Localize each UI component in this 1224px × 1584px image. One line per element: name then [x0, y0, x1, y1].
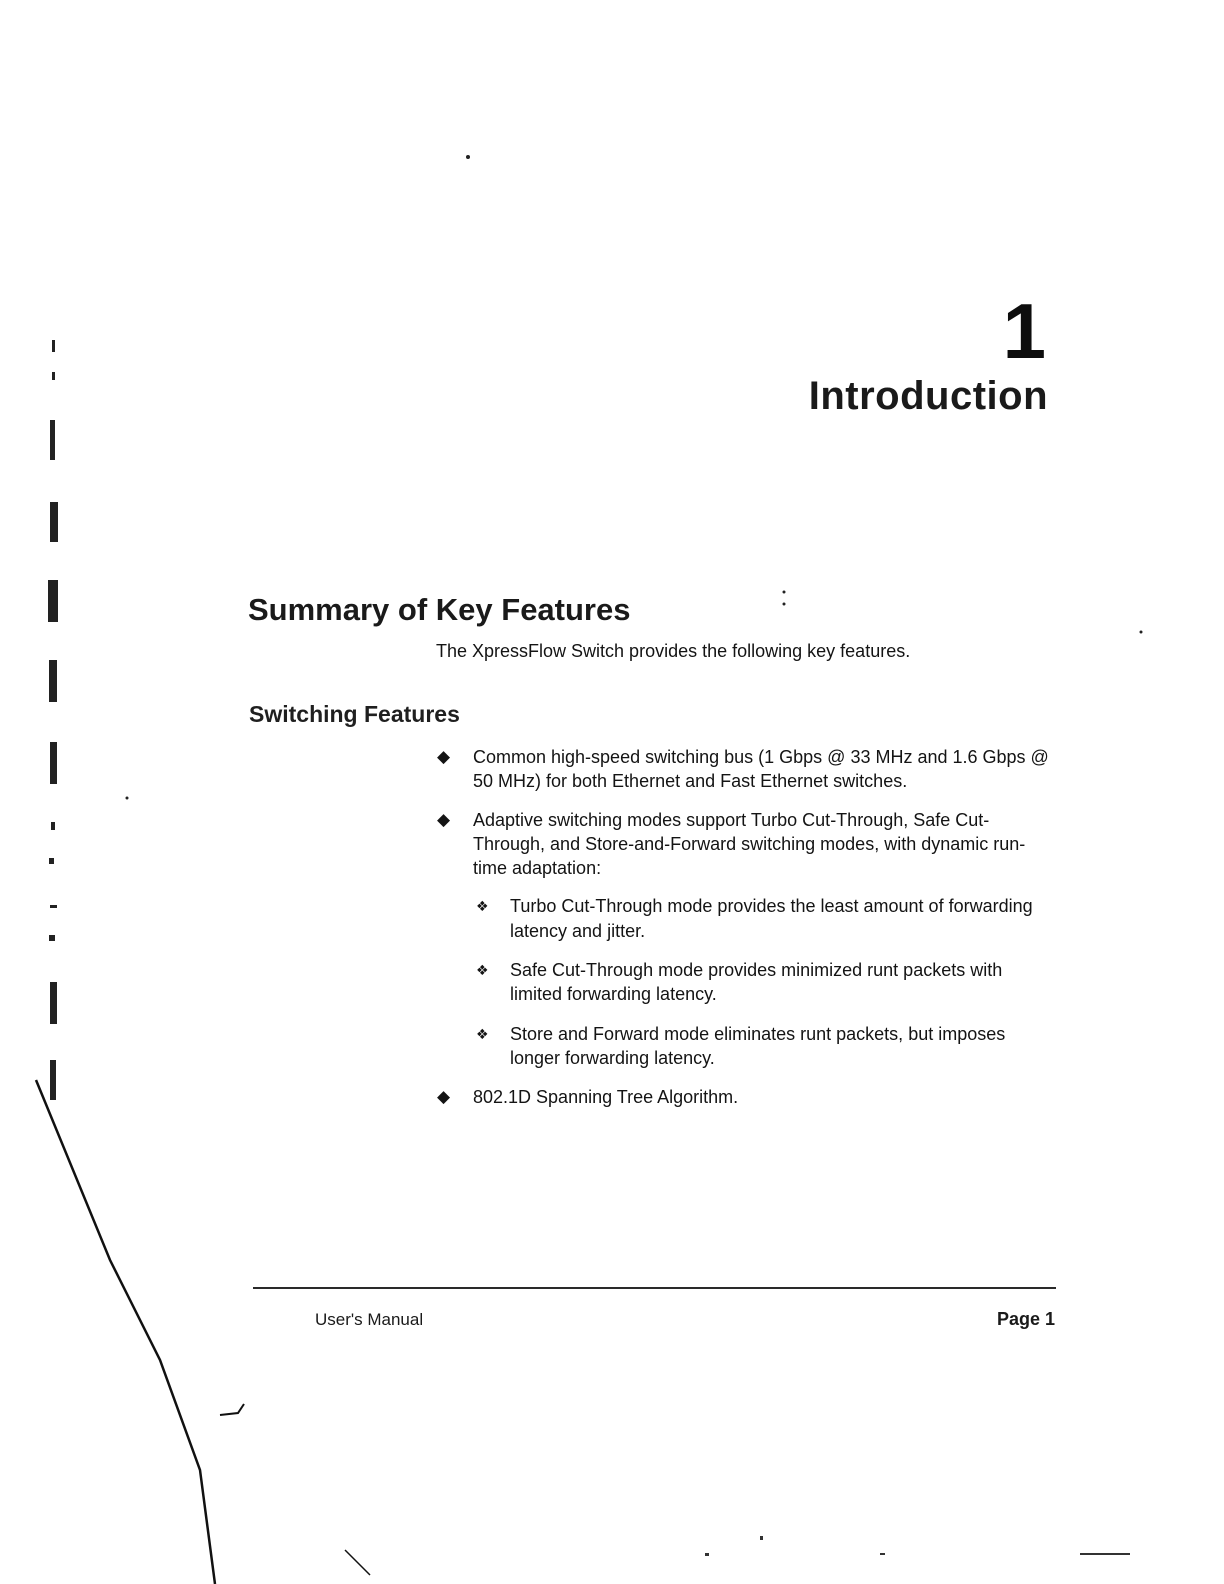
sub-list-item-text: Store and Forward mode eliminates runt packets, but imposes longer forwarding latency. [510, 1023, 1006, 1068]
sub-feature-list [473, 894, 1057, 1070]
four-diamond-bullet-icon: ❖ [476, 962, 489, 979]
footer-page-number: Page 1 [996, 1309, 1055, 1329]
list-item-text: Adaptive switching modes support Turbo Cut-Through, Safe Cut-Through, and Store-and-Forward switching modes, with dynamic run-time adaptation: [473, 809, 1026, 879]
list-item [437, 745, 1057, 794]
chapter-title: Introduction [808, 374, 1048, 418]
list-item [437, 808, 1057, 1071]
list-item-text: 802.1D Spanning Tree Algorithm. [473, 1087, 739, 1108]
diamond-bullet-icon: ◆ [437, 1087, 451, 1107]
footer-document-title: User's Manual [315, 1310, 424, 1329]
section-heading: Summary of Key Features [248, 592, 631, 627]
four-diamond-bullet-icon: ❖ [476, 898, 489, 915]
diamond-bullet-icon: ◆ [437, 747, 451, 766]
list-item-text: Common high-speed switching bus (1 Gbps @ 33 MHz and 1.6 Gbps @ 50 MHz) for both Ethernet and Fast Ethernet switches. [473, 747, 1049, 792]
sub-list-item [473, 958, 1057, 1007]
footer-rule [253, 1287, 1056, 1289]
feature-list [437, 745, 1057, 1124]
list-item [437, 1085, 1057, 1109]
sub-list-item [473, 894, 1057, 943]
four-diamond-bullet-icon: ❖ [476, 1025, 489, 1042]
sub-list-item-text: Turbo Cut-Through mode provides the least amount of forwarding latency and jitter. [510, 896, 1033, 941]
chapter-number: 1 [1002, 287, 1046, 375]
diamond-bullet-icon: ◆ [437, 809, 451, 829]
section-intro: The XpressFlow Switch provides the following key features. [436, 641, 911, 661]
sub-list-item [473, 1022, 1057, 1071]
sub-list-item-text: Safe Cut-Through mode provides minimized runt packets with limited forwarding latency. [510, 960, 1003, 1005]
subsection-heading: Switching Features [249, 701, 460, 727]
